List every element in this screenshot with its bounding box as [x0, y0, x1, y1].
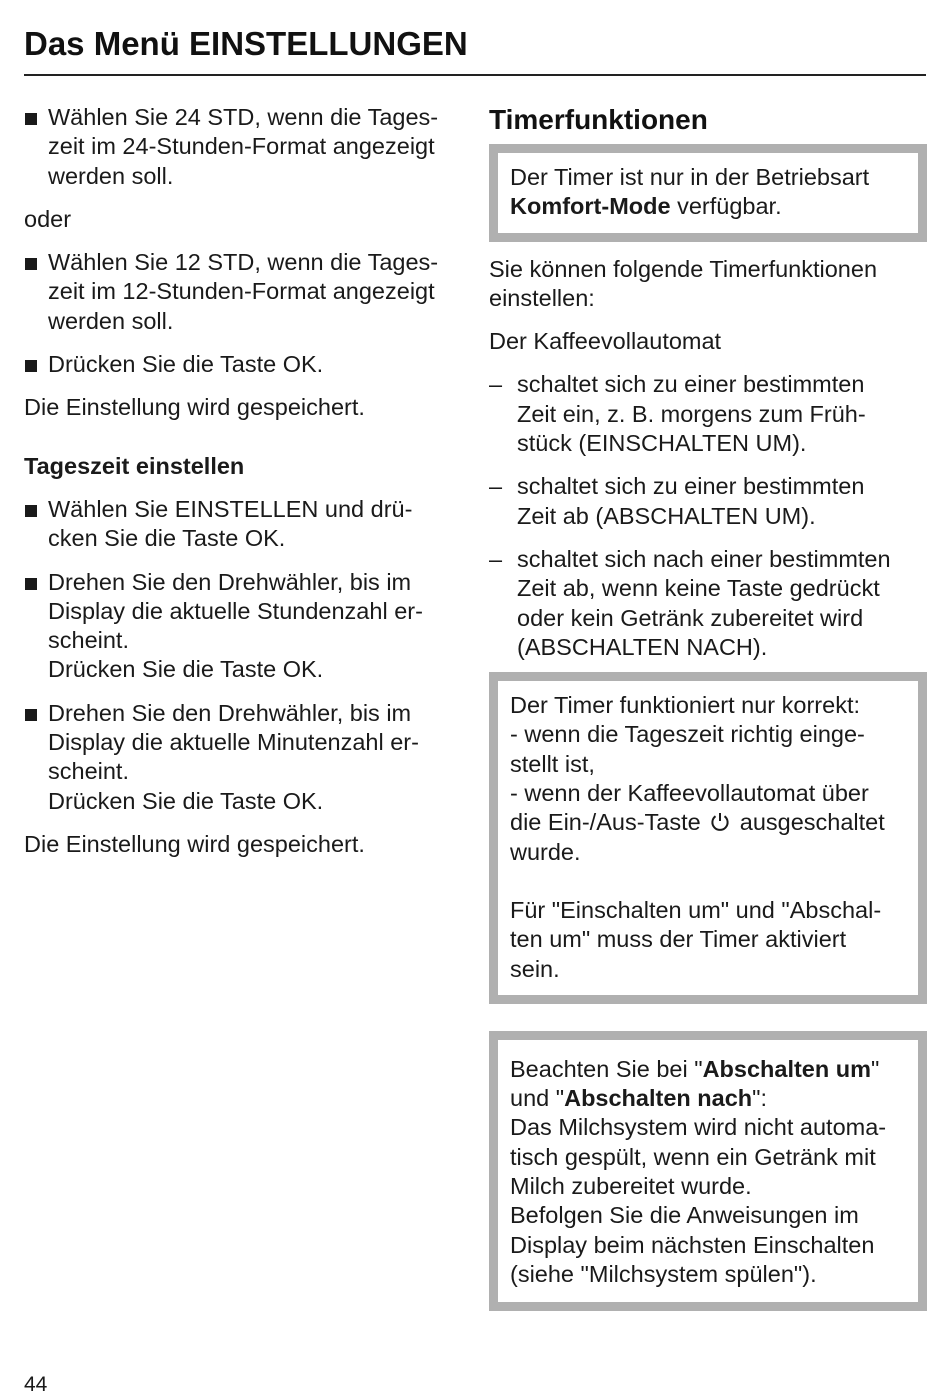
bullet-einstellen: Wählen Sie EINSTELLEN und drü- cken Sie die Taste OK.	[24, 495, 466, 554]
saved-message: Die Einstellung wird gespeichert.	[24, 830, 365, 857]
page-number: 44	[24, 1373, 48, 1396]
bullet-hours: Drehen Sie den Drehwähler, bis im Display die aktuelle Stundenzahl er- scheint. Drücken Sie die Taste OK.	[24, 568, 466, 685]
bullet-12h: Wählen Sie 12 STD, wenn die Tages- zeit im 12-Stunden-Format angezeigt werden soll.	[24, 248, 466, 336]
dash-item-abschalten-um: – schaltet sich zu einer bestimmten Zeit ab (ABSCHALTEN UM).	[489, 473, 865, 529]
dash-item-abschalten-nach: – schaltet sich nach einer bestimmten Zeit ab, wenn keine Taste gedrückt oder kein Getränk zubereitet wird (ABSCHALTEN NACH).	[489, 545, 891, 660]
square-bullet-icon	[25, 578, 37, 590]
power-icon	[709, 811, 731, 833]
oder-text: oder	[24, 205, 72, 232]
dash-bullet: –	[489, 473, 503, 500]
note-box-timer-korrekt: Der Timer funktioniert nur korrekt: - wenn die Tageszeit richtig einge- stellt ist, - wenn der Kaffeevollautomat über die Ein-/Aus-Taste ausgeschaltet wurde. Für "Einschalten um" und "Abschal- ten um" muss der Timer aktiviert sein.	[489, 672, 927, 1004]
square-bullet-icon	[25, 113, 37, 125]
lead-text: Der Kaffeevollautomat	[489, 328, 722, 355]
dash-bullet: –	[489, 371, 503, 398]
note-box-milchsystem: Beachten Sie bei "Abschalten um" und "Abschalten nach": Das Milchsystem wird nicht automa- tisch gespült, wenn ein Getränk mit Milch zubereitet wurde. Befolgen Sie die Anweisungen im Display beim nächsten Einschalten (siehe "Milchsystem spülen").	[489, 1031, 927, 1311]
page-title: Das Menü EINSTELLUNGEN	[24, 25, 468, 62]
left-column	[24, 103, 466, 859]
note-box-komfort-mode: Der Timer ist nur in der Betriebsart Komfort-Mode verfügbar.	[489, 144, 927, 242]
bullet-24h: Wählen Sie 24 STD, wenn die Tages- zeit im 24-Stunden-Format angezeigt werden soll.	[24, 103, 466, 191]
dash-bullet: –	[489, 545, 503, 572]
square-bullet-icon	[25, 505, 37, 517]
intro-text: Sie können folgende Timerfunktionen einstellen:	[489, 255, 878, 311]
right-column	[489, 103, 927, 1311]
section-heading-timerfunktionen: Timerfunktionen	[489, 104, 708, 135]
dash-item-einschalten: – schaltet sich zu einer bestimmten Zeit ein, z. B. morgens zum Früh- stück (EINSCHALTEN UM).	[489, 371, 866, 457]
bullet-minutes: Drehen Sie den Drehwähler, bis im Display die aktuelle Minutenzahl er- scheint. Drücken Sie die Taste OK.	[24, 699, 466, 816]
saved-message: Die Einstellung wird gespeichert.	[24, 394, 365, 421]
bullet-press-ok: Drücken Sie die Taste OK.	[24, 350, 466, 379]
square-bullet-icon	[25, 258, 37, 270]
square-bullet-icon	[25, 360, 37, 372]
subheading-tageszeit: Tageszeit einstellen	[24, 452, 245, 479]
title-rule	[24, 74, 926, 76]
square-bullet-icon	[25, 709, 37, 721]
